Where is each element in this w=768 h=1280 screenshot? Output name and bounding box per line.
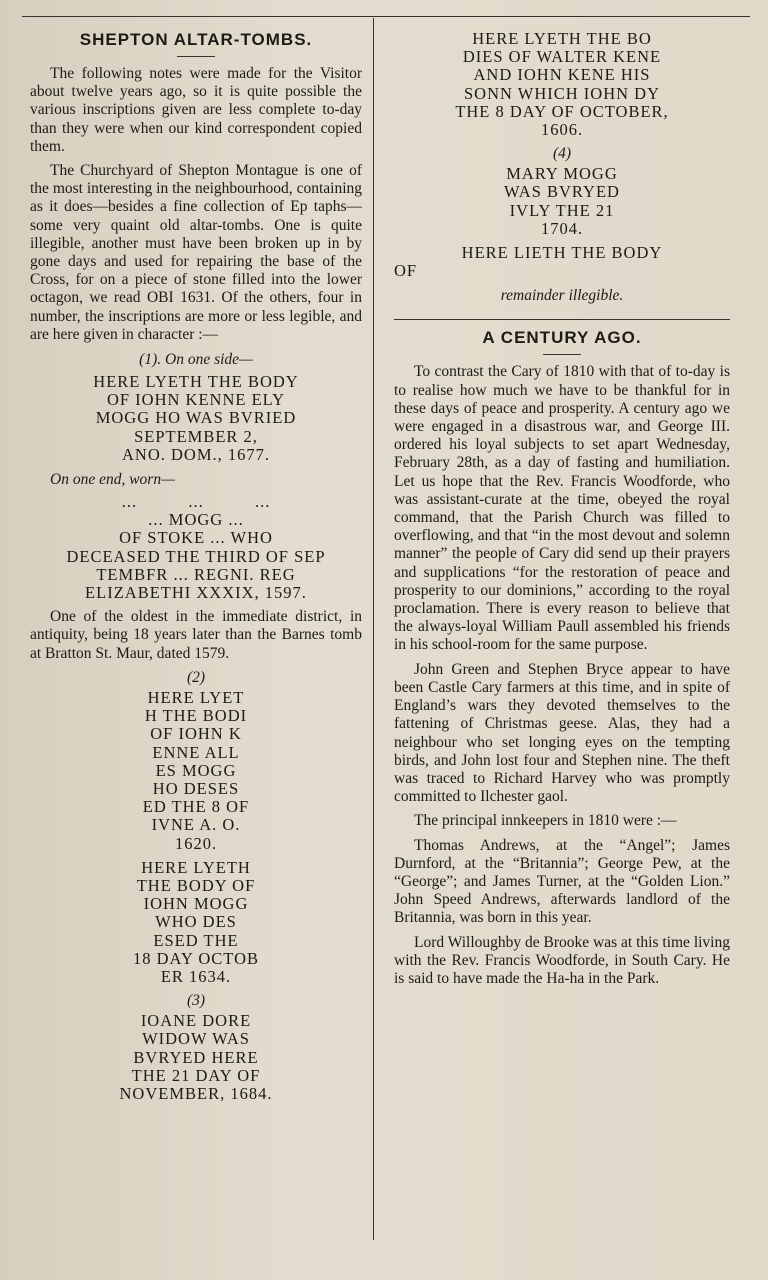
oldest-paragraph: One of the oldest in the immediate district, in antiquity, being 18 years later than the Barnes tomb at Bratton St. Maur, dated 1579.: [30, 608, 362, 662]
century-paragraph: To contrast the Cary of 1810 with that of to-day is to realise how much we have to be thankful for in these days of peace and prosperity. A century ago we were engaged in a disastrous war, and George III. ordered his loyal subjects to set apart Wednesday, February 28th, as a day of fasting and humiliation. Let us hope that the Rev. Francis Woodforde, who was assistant-curate at the time, obeyed the royal command, that the Parish Church was filled to overflowing, and that “in the most devout and solemn manner” the people of Cary did send up their prayers and supplications “for the restoration of peace and prosperity to our dominions,” according to the royal proclamation. There is every reason to believe that the always-loyal William Paull assembled his friends in his school-room for the same purpose.: [394, 363, 730, 654]
inscription-line: HERE LYETH THE BO: [472, 29, 652, 48]
inscription-line: MOGG HO WAS BVRIED: [95, 408, 297, 428]
inscription-line: THE BODY OF: [136, 875, 256, 895]
inscription-line: HO DESES: [152, 778, 240, 798]
inscription-4: [30, 859, 362, 986]
inscription-line: ELIZABETHI XXXIX, 1597.: [85, 583, 307, 603]
inscription-line: ANO. DOM., 1677.: [122, 444, 270, 464]
willoughby-paragraph: Lord Willoughby de Brooke was at this time living with the Rev. Francis Woodforde, in South Cary. He is said to have made the Ha-ha in the Park.: [394, 933, 730, 987]
inscription-line: IOHN MOGG: [143, 894, 249, 914]
inscription-line: HERE LYETH THE BODY: [93, 372, 299, 392]
left-column: [30, 22, 362, 1109]
article-title-century: A CENTURY AGO.: [482, 328, 642, 348]
inscription-line: 1606.: [540, 120, 584, 140]
inscription-line: SONN WHICH IOHN DY: [464, 83, 660, 103]
inscription-line: ENNE ALL: [152, 742, 240, 762]
inscription-line: AND IOHN KENE HIS: [473, 65, 651, 85]
right-column: [394, 22, 730, 994]
innkeepers-paragraph: Thomas Andrews, at the “Angel”; James Durnford, at the “Britannia”; George Pew, at the “George”; and James Turner, at the “Golden Lion.” John Speed Andrews, afterwards landlord of the Britannia, was born in this year.: [394, 836, 730, 927]
inscription-line: IVLY THE 21: [509, 200, 615, 220]
inscription-line: DECEASED THE THIRD OF SEP: [66, 546, 326, 566]
geese-paragraph: John Green and Stephen Bryce appear to have been Castle Cary farmers at this time, and in spite of England’s wars they devoted themselves to the fattening of Christmas geese. Alas, they had a neighbour who set longing eyes on the tempting birds, and John lost four and Stephen nine. The theft was traced to Richard Harvey who was promptly committed to Ilchester gaol.: [394, 660, 730, 806]
inscription-line: 1620.: [174, 833, 218, 853]
inscription-line: IOANE DORE: [140, 1011, 252, 1031]
inscription-line: ED THE 8 OF: [142, 797, 250, 817]
inscription-line: WHO DES: [155, 912, 237, 932]
column-divider: [373, 18, 374, 1240]
caption-one-end: On one end, worn—: [50, 471, 175, 489]
title-dash: [543, 354, 581, 355]
section-number-4: (4): [552, 145, 572, 163]
title-dash: [177, 56, 215, 57]
inscription-line: HERE LYETH: [141, 857, 251, 877]
inscription-3: [30, 689, 362, 853]
inscription-line: DIES OF WALTER KENE: [462, 47, 662, 67]
inscription-line: ... ... ...: [121, 492, 271, 512]
section-number-3: (3): [186, 992, 206, 1010]
intro-paragraph: The following notes were made for the Visitor about twelve years ago, so it is quite possible the various inscriptions given are less complete to-day than they were when our kind correspondent copied them.: [30, 65, 362, 155]
churchyard-paragraph: The Churchyard of Shepton Montague is one of the most interesting in the neighbourhood, containing as it does—besides a fine collection of Ep taphs—some very quaint old altar-tombs. One is quite illegible, another must have been broken up in by gone days and used for repairing the base of the Cross, for on a piece of stone filled into the lower octagon, we read OBI 1631. Of the others, four in number, the inscriptions are more or less legible, and are here given in character :—: [30, 162, 362, 343]
section-number-2: (2): [186, 668, 206, 686]
inscription-2: [30, 493, 362, 602]
inscription-line: OF: [394, 261, 418, 281]
inscription-5: [30, 1012, 362, 1103]
inscription-line: NOVEMBER, 1684.: [119, 1083, 273, 1103]
inscription-line: 18 DAY OCTOB: [133, 948, 259, 968]
inscription-line: THE 21 DAY OF: [131, 1065, 261, 1085]
inscription-line: HERE LIETH THE BODY: [461, 243, 663, 263]
inscription-line: OF STOKE ... WHO: [119, 528, 273, 548]
inscription-6: [394, 30, 730, 139]
inscription-line: ESED THE: [153, 930, 239, 950]
inscription-8: [394, 244, 730, 280]
inscription-line: SEPTEMBER 2,: [134, 426, 258, 446]
top-rule: [22, 16, 750, 17]
inscription-line: IVNE A. O.: [151, 815, 241, 835]
inscription-line: ... MOGG ...: [148, 510, 244, 530]
inscription-1: [30, 373, 362, 464]
inscription-line: HERE LYET: [147, 687, 245, 707]
inscription-line: 1704.: [540, 218, 584, 238]
inscription-line: WAS BVRYED: [504, 182, 620, 202]
caption-one-side: (1). On one side—: [139, 351, 253, 369]
inscription-line: MARY MOGG: [506, 164, 618, 184]
inscription-line: OF IOHN KENNE ELY: [106, 390, 286, 410]
section-rule: [394, 319, 730, 320]
remainder-illegible: remainder illegible.: [500, 287, 624, 305]
inscription-line: THE 8 DAY OF OCTOBER,: [455, 101, 669, 121]
innkeepers-intro: The principal innkeepers in 1810 were :—: [414, 812, 677, 830]
inscription-line: BVRYED HERE: [133, 1047, 259, 1067]
article-title-shepton: SHEPTON ALTAR-TOMBS.: [79, 30, 313, 49]
inscription-line: OF IOHN K: [150, 724, 242, 744]
inscription-line: H THE BODI: [144, 706, 248, 726]
inscription-line: ER 1634.: [160, 966, 232, 986]
inscription-line: WIDOW WAS: [142, 1029, 250, 1049]
inscription-line: TEMBFR ... REGNI. REG: [96, 564, 296, 584]
inscription-7: [394, 165, 730, 238]
inscription-line: ES MOGG: [155, 760, 237, 780]
